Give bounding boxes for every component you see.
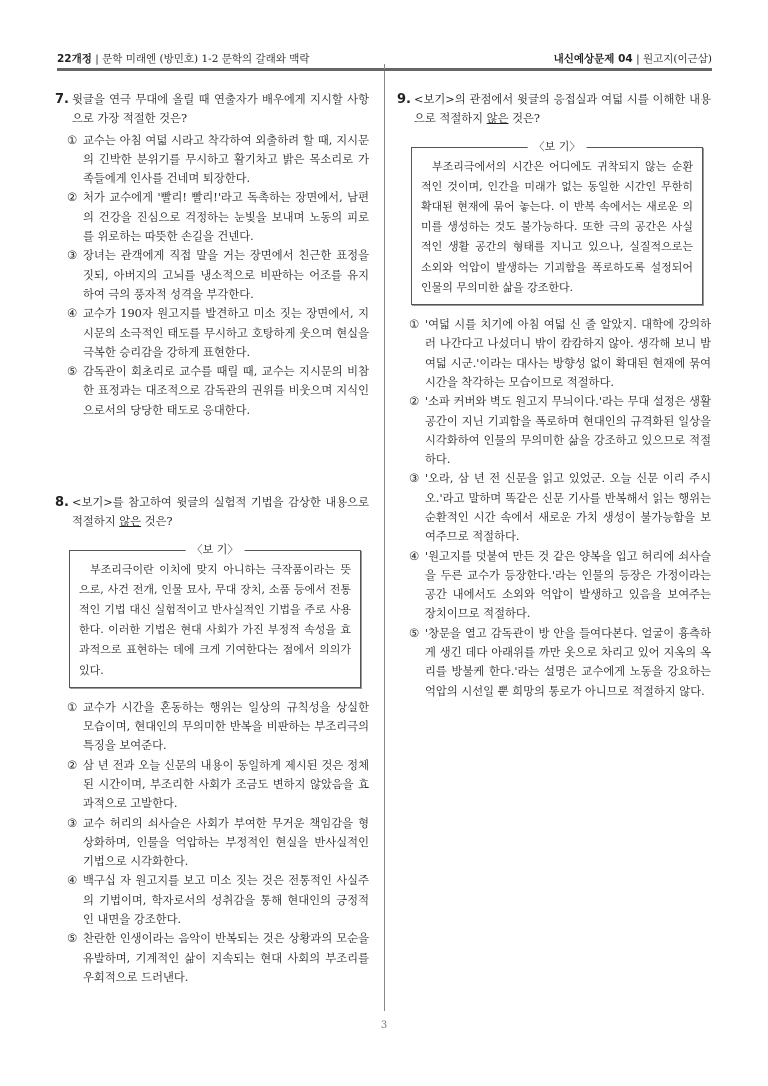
option-number: ③	[67, 249, 78, 263]
option-text: 감독관이 회초리로 교수를 때릴 때, 교수는 지시문의 비참한 표정과는 대조적으로 감독관의 권위를 비웃으며 지식인으로서의 당당한 태도로 응대한다.	[83, 365, 369, 417]
option[interactable]	[409, 392, 711, 469]
page-number: 3	[380, 1020, 388, 1031]
question-stem: 윗글을 연극 무대에 올릴 때 연출자가 배우에게 지시할 사항으로 가장 적절한 것은?	[72, 93, 369, 126]
bogi-title: 〈보 기〉	[186, 540, 245, 560]
option[interactable]	[67, 131, 369, 189]
option[interactable]	[409, 469, 711, 546]
header-left	[57, 51, 310, 66]
option[interactable]	[409, 315, 711, 392]
option[interactable]	[67, 188, 369, 246]
question-stem	[414, 90, 711, 129]
option-text: 장녀는 관객에게 직접 말을 거는 장면에서 친근한 표정을 짓되, 아버지의 고뇌를 냉소적으로 비판하는 어조를 유지하여 극의 풍자적 성격을 부각한다.	[83, 249, 369, 301]
question-number: 7.	[55, 92, 69, 107]
stem-text: 것은?	[141, 515, 173, 529]
option-number: ①	[409, 318, 420, 332]
option[interactable]	[409, 624, 711, 701]
option-text: 교수 허리의 쇠사슬은 사회가 부여한 무거운 책임감을 형상화하며, 인물을 억압하는 부정적인 현실을 반사실적인 기법으로 시각화한다.	[83, 816, 369, 869]
q8-options	[67, 698, 369, 987]
bogi-text: 부조리극에서의 시간은 어디에도 귀착되지 않는 순환적인 것이며, 인간을 미래가 없는 동일한 시간인 무한히 확대된 현재에 묶어 놓는다. 이 반복 속에서는 새로운 의미를 생성하는 것도 불가능하다. 또한 극의 공간은 사실적인 생활 공간의 형태를 지니고 있으나, 실질적으로는 소외와 억압이 발생하는 기괴함을 폭로하도록 설정되어 인물의 무의미한 삶을 강조한다.	[421, 159, 693, 294]
left-column-lower	[55, 493, 369, 987]
header-work-title: | 원고지(이근삼)	[632, 52, 712, 65]
option[interactable]	[67, 698, 369, 756]
option-number: ④	[67, 874, 78, 888]
option-number: ②	[67, 758, 78, 772]
q7-options	[67, 131, 369, 420]
option-number: ⑤	[409, 626, 420, 640]
stem-text: <보기>를 참고하여 윗글의 실험적 기법을 감상한 내용으로 적절하지	[72, 496, 369, 529]
bogi-box	[411, 139, 703, 305]
option[interactable]	[67, 814, 369, 872]
column-divider	[384, 71, 385, 1011]
q9-options	[409, 315, 711, 701]
stem-text: 것은?	[508, 112, 540, 126]
option-text: 백구십 자 원고지를 보고 미소 짓는 것은 전통적인 사실주의 기법이며, 학자로서의 성취감을 통해 현대인의 긍정적인 내면을 강조한다.	[83, 874, 369, 927]
bogi-box	[69, 542, 361, 688]
column-tick	[384, 64, 385, 69]
header-right	[554, 51, 712, 66]
stem-text: <보기>의 관점에서 윗글의 응접실과 여덟 시를 이해한 내용으로 적절하지	[414, 93, 711, 126]
question-number: 9.	[397, 92, 411, 107]
stem-underlined: 않은	[119, 515, 142, 529]
option[interactable]	[409, 547, 711, 624]
option-text: 교수가 190자 원고지를 발견하고 미소 짓는 장면에서, 지시문의 소극적인 태도를 무시하고 호탕하게 웃으며 현실을 극복한 승리감을 강하게 표현한다.	[83, 307, 369, 359]
option-number: ②	[409, 395, 420, 409]
stem-underlined: 않은	[486, 112, 509, 126]
option[interactable]	[67, 756, 369, 814]
header-exam-title: 내신예상문제 04	[553, 52, 633, 65]
option[interactable]	[67, 304, 369, 362]
option-text: 찬란한 인생이라는 음악이 반복되는 것은 상황과의 모순을 유발하며, 기계적인 삶이 지속되는 현대 사회의 부조리를 우회적으로 드러낸다.	[83, 932, 369, 984]
option-text: 처가 교수에게 '빨리! 빨리!'라고 독촉하는 장면에서, 남편의 건강을 진심으로 걱정하는 눈빛을 보내며 노동의 피로를 위로하는 따뜻한 손길을 건넨다.	[83, 191, 369, 244]
option-number: ④	[67, 307, 78, 321]
question-8	[55, 493, 369, 532]
option-number: ⑤	[67, 932, 78, 946]
option-text: 교수는 아침 여덟 시라고 착각하여 외출하려 할 때, 지시문의 긴박한 분위기를 무시하고 활기차고 밝은 목소리로 가족들에게 인사를 건네며 퇴장한다.	[83, 133, 369, 186]
option-number: ①	[67, 133, 78, 147]
option-text: '오라, 삼 년 전 신문을 읽고 있었군. 오늘 신문 이리 주시오.'라고 말하며 똑같은 신문 기사를 반복해서 읽는 행위는 순환적인 시간 속에서 새로운 가치 생성이 불가능함을 보여주므로 적절하다.	[425, 472, 711, 544]
header-textbook: | 문학 미래엔 (방민호) 1-2 문학의 갈래와 맥락	[91, 52, 310, 65]
option-text: 삼 년 전과 오늘 신문의 내용이 동일하게 제시된 것은 정체된 시간이며, 부조리한 사회가 조금도 변하지 않았음을 효과적으로 고발한다.	[83, 758, 369, 811]
option-number: ③	[67, 816, 78, 830]
option[interactable]	[67, 929, 369, 987]
option-text: '소파 커버와 벽도 원고지 무늬이다.'라는 무대 설정은 생활 공간이 지닌 기괴함을 폭로하며 현대인의 규격화된 일상을 시각화하여 인물의 무의미한 삶을 강조하고 있으므로 적절하다.	[425, 395, 711, 467]
option-text: '여덟 시를 치기에 아침 여덟 신 줄 알았지. 대학에 강의하러 나간다고 나섰더니 밖이 캄캄하지 않아. 생각해 보니 밤 여덟 시군.'이라는 대사는 방향성 없이 확대된 현재에 묶여 시간을 착각하는 모습이므로 적절하다.	[425, 318, 711, 389]
question-stem	[72, 493, 369, 532]
bogi-text: 부조리극이란 이치에 맞지 아니하는 극작품이라는 뜻으로, 사건 전개, 인물 묘사, 무대 장치, 소품 등에서 전통적인 기법 대신 실험적이고 반사실적인 기법을 주로 사용한다. 이러한 기법은 현대 사회가 가진 부정적 속성을 효과적으로 표현하는 데에 크게 기여한다는 점에서 의의가 있다.	[79, 562, 351, 677]
question-number: 8.	[55, 495, 69, 510]
header-curriculum: 22개정	[57, 52, 92, 65]
question-9	[397, 90, 711, 129]
right-column	[397, 90, 711, 701]
option-number: ②	[67, 191, 78, 205]
bogi-title: 〈보 기〉	[528, 137, 587, 157]
option-number: ①	[67, 700, 78, 714]
question-7	[55, 90, 369, 129]
option[interactable]	[67, 246, 369, 304]
option-number: ④	[409, 549, 420, 563]
option[interactable]	[67, 362, 369, 420]
option[interactable]	[67, 871, 369, 929]
option-number: ③	[409, 472, 420, 486]
left-column	[55, 90, 369, 420]
option-text: '창문을 열고 감독관이 방 안을 들여다본다. 얼굴이 흉측하게 생긴 데다 아래위를 까만 옷으로 차리고 있어 지옥의 옥리를 방불케 한다.'라는 설명은 교수에게 노동을 강요하는 억압의 시선일 뿐 희망의 통로가 아니므로 적절하지 않다.	[425, 626, 711, 698]
option-text: 교수가 시간을 혼동하는 행위는 일상의 규칙성을 상실한 모습이며, 현대인의 무의미한 반복을 비판하는 부조리극의 특징을 보여준다.	[83, 700, 369, 753]
option-number: ⑤	[67, 365, 78, 379]
option-text: '원고지를 덧붙여 만든 것 같은 양복을 입고 허리에 쇠사슬을 두른 교수가 등장한다.'라는 인물의 등장은 가정이라는 공간 내에서도 소외와 억압이 발생하고 있음을 보여주는 장치이므로 적절하다.	[425, 549, 711, 621]
